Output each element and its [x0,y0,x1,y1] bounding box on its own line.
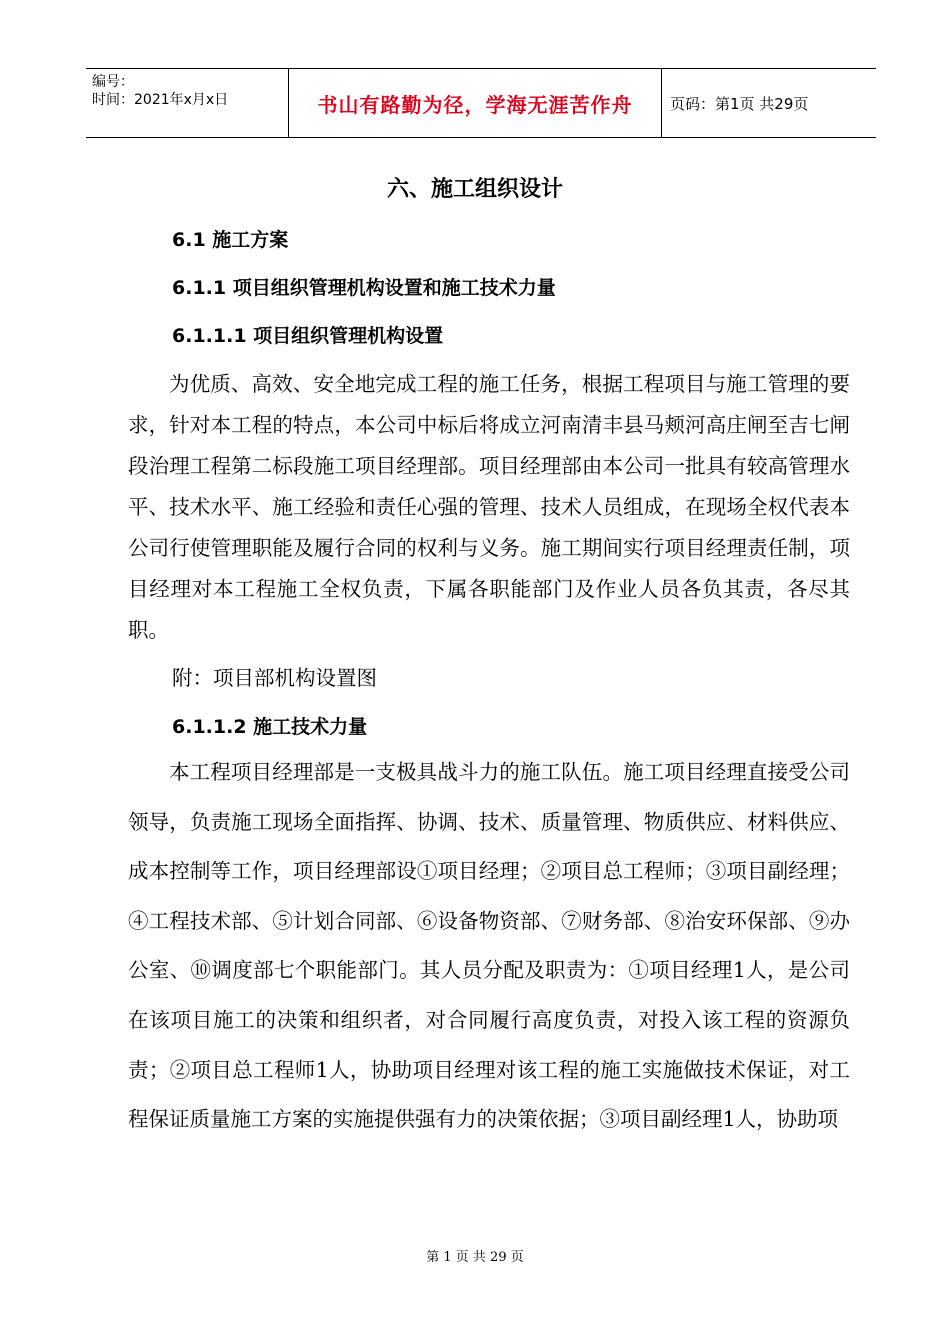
header-time-label: 时间：2021年x月x日 [92,92,229,108]
attachment-note: 附：项目部机构设置图 [172,666,377,690]
document-title: 六、施工组织设计 [386,177,563,202]
header-motto: 书山有路勤为径，学海无涯苦作舟 [317,92,633,117]
section-heading-6-1-1: 6.1.1 项目组织管理机构设置和施工技术力量 [172,277,556,299]
header-page-cell [662,69,876,137]
page-header [86,68,876,138]
section-heading-6-1-1-1: 6.1.1.1 项目组织管理机构设置 [172,325,444,347]
paragraph-technical-strength: 本工程项目经理部是一支极具战斗力的施工队伍。施工项目经理直接受公司领导，负责施工现场全面指挥、协调、技术、质量管理、物质供应、材料供应、成本控制等工作，项目经理部设①项目经理；②项目总工程师；③项目副经理；④工程技术部、⑤计划合同部、⑥设备物资部、⑦财务部、⑧治安环保部、⑨办公室、⑩调度部七个职能部门。其人员分配及职责为：①项目经理1人，是公司在该项目施工的决策和组织者，对合同履行高度负责，对投入该工程的资源负责；②项目总工程师1人，协助项目经理对该工程的施工实施做技术保证，对工程保证质量施工方案的实施提供强有力的决策依据；③项目副经理1人，协助项 [128,760,850,1132]
section-heading-6-1-1-2: 6.1.1.2 施工技术力量 [172,716,368,738]
header-motto-cell [289,69,662,137]
section-heading-6-1: 6.1 施工方案 [172,229,289,251]
header-number-label: 编号： [92,74,134,90]
header-meta [86,69,289,137]
header-page-label: 页码：第1页 共29页 [670,94,809,113]
paragraph-organization: 为优质、高效、安全地完成工程的施工任务，根据工程项目与施工管理的要求，针对本工程的特点，本公司中标后将成立河南清丰县马颊河高庄闸至吉七闸段治理工程第二标段施工项目经理部。项目经理部由本公司一批具有较高管理水平、技术水平、施工经验和责任心强的管理、技术人员组成，在现场全权代表本公司行使管理职能及履行合同的权利与义务。施工期间实行项目经理责任制，项目经理对本工程施工全权负责，下属各职能部门及作业人员各负其责，各尽其职。 [128,372,850,642]
page-footer: 第 1 页 共 29 页 [426,1250,524,1265]
